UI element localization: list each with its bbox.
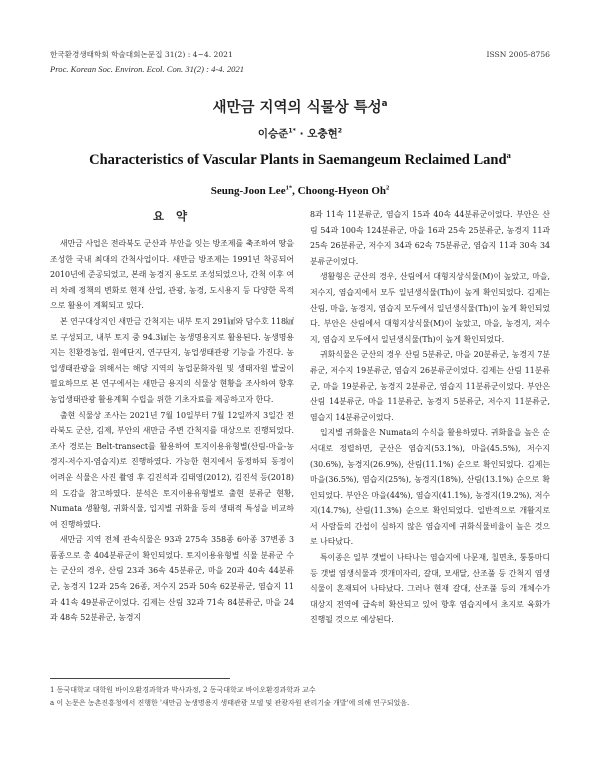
title-en-text: Characteristics of Vascular Plants in Saemangeum Reclaimed Land bbox=[89, 152, 507, 168]
paragraph: 입지별 귀화율은 Numata의 수식을 활용하였다. 귀화율을 높은 순서대로 정렬하면, 군산은 염습지(53.1%), 마을(45.5%), 저수지(30.6%), 농경지(26.9%), 산림(11.1%) 순으로 확인되었다. 김제는 마을(36.5%), 염습지(25%), 농경지(18%), 산림(13.1%) 순으로 확인되었다. 부안은 마을(44%), 염습지(41.1%), 농경지(19.2%), 저수지(14.7%), 산림(11.3%) 순으로 확인되었다. 일반적으로 개활지로서 사람들의 간섭이 심하지 않은 염습지에 귀화식물비율이 높은 것으로 나타났다. bbox=[310, 428, 550, 547]
body-column-right bbox=[310, 207, 550, 628]
author-separator-en: , bbox=[292, 185, 298, 197]
abstract-heading: 요 약 bbox=[152, 209, 192, 223]
author2-kr-mark: 2 bbox=[337, 127, 343, 135]
title-kr-footnote-mark: a bbox=[381, 99, 388, 110]
author1-en: Seung-Joon Lee bbox=[210, 185, 286, 197]
paper-title-kr bbox=[0, 96, 600, 117]
title-en-footnote-mark: a bbox=[506, 150, 511, 161]
author1-kr: 이승준 bbox=[257, 128, 289, 140]
issn: ISSN 2005-8756 bbox=[486, 50, 550, 59]
author1-kr-mark: 1* bbox=[288, 127, 296, 135]
paper-title-en bbox=[0, 152, 600, 169]
author2-en: Choong-Hyeon Oh bbox=[297, 185, 386, 197]
author2-kr: 오충현 bbox=[307, 128, 338, 140]
author-separator-kr: · bbox=[295, 128, 308, 140]
authors-en bbox=[0, 185, 600, 197]
paragraph: 생활형은 군산의 경우, 산림에서 대형지상식물(M)이 높았고, 마을, 저수지, 염습지에서 모두 일년생식물(Th)이 높게 확인되었다. 김제는 산림, 마을, 농경지, 염습지 모두에서 일년생식물(Th)이 높게 확인되었다. 부안은 산림에서 대형지상식물(M)이 높았고, 마을, 농경지, 저수지, 염습지 모두에서 일년생식물(Th)이 높게 확인되었다. bbox=[310, 272, 550, 344]
author1-en-mark: 1* bbox=[285, 184, 293, 192]
paragraph: 출현 식물상 조사는 2021년 7월 10일부터 7월 12일까지 3일간 전라북도 군산, 김제, 부안의 새만금 주변 간척지를 대상으로 진행되었다. 조사 경로는 Belt-transect를 활용하여 토지이용유형별(산림-마을-농경지-저수지-염습지)로 진행하였다. 가능한 현지에서 동정하되 동정이 어려운 식물은 사진 촬영 후 김진석과 김태영(2012), 김진석 등(2018)의 도감을 참고하였다. 분석은 토지이용유형별로 출현 분류군 현황, Numata 생활형, 귀화식물, 입지별 귀화율 등의 생태적 특성을 비교하여 진행하였다. bbox=[50, 410, 294, 529]
author2-en-mark: 2 bbox=[386, 184, 390, 192]
paragraph: 새만금 지역 전체 관속식물은 93과 275속 358종 6아종 37변종 3품종으로 총 404분류군이 확인되었다. 토지이용유형별 식물 분류군 수는 군산의 경우, 산림 23과 36속 45분류군, 마을 20과 40속 44분류군, 농경지 12과 25속 26종, 저수지 25과 50속 62분류군, 염습지 11과 41속 49분류군이었다. 김제는 산림 32과 71속 84분류군, 마을 24과 48속 52분류군, 농경지 bbox=[50, 535, 294, 623]
journal-citation-kr: 한국환경생태학회 학술대회논문집 31(2) : 4~4. 2021 bbox=[50, 50, 233, 59]
footnotes bbox=[50, 684, 550, 710]
journal-citation-en: Proc. Korean Soc. Environ. Ecol. Con. 31(2) : 4-4. 2021 bbox=[50, 64, 245, 74]
paragraph: 귀화식물은 군산의 경우 산림 5분류군, 마을 20분류군, 농경지 7분류군, 저수지 19분류군, 염습지 26분류군이었다. 김제는 산림 11분류군, 마을 19분류군, 농경지 2분류군, 염습지 11분류군이었다. 부안은 산림 14분류군, 마을 11분류군, 농경지 5분류군, 저수지 11분류군, 염습지 14분류군이었다. bbox=[310, 350, 550, 422]
paragraph-continued: 8과 11속 11분류군, 염습지 15과 40속 44분류군이었다. 부안은 산림 54과 100속 124분류군, 마을 16과 25속 25분류군, 농경지 11과 25속 26분류군, 저수지 34과 62속 75분류군, 염습지 11과 30속 34분류군이었다. bbox=[310, 210, 550, 266]
paragraph: 새만금 사업은 전라북도 군산과 부안을 잇는 방조제를 축조하여 땅을 조성한 국내 최대의 간척사업이다. 새만금 방조제는 1991년 착공되어 2010년에 준공되었고, 본래 농경지 용도로 조성되었으나, 간척 이후 여러 차례 정책의 변화로 현재 산업, 관광, 농경, 도시용지 등 다양한 목적으로 활용이 계획되고 있다. bbox=[50, 239, 294, 311]
paragraph: 특이종은 일부 갯벌이 나타나는 염습지에 나문재, 칠면초, 퉁퉁마디 등 갯벌 염생식물과 갯개미자리, 갈대, 모새달, 산조풀 등 간척지 염생식물이 혼재되어 나타났다. 그러나 현재 갈대, 산조풀 등의 개체수가 대상지 전역에 급속히 확산되고 있어 향후 염습지에서 초지로 육화가 진행될 것으로 예상된다. bbox=[310, 553, 550, 625]
running-header bbox=[50, 47, 550, 77]
footnote-divider bbox=[50, 678, 230, 679]
paragraph: 본 연구대상지인 새만금 간척지는 내부 토지 291㎢와 담수호 118㎢로 구성되고, 내부 토지 중 94.3㎢는 농생명용지로 활용된다. 농생명용지는 친환경농업, 원예단지, 연구단지, 농업생태관광 기능을 가진다. 농업생태관광을 위해서는 해당 지역의 농업문화자원 및 생태자원 발굴이 필요하므로 본 연구에서는 새만금 용지의 식물상 현황을 조사하여 향후 농업생태관광 활용계획 수립을 위한 기초자료를 제공하고자 한다. bbox=[50, 316, 294, 404]
body-column-left bbox=[50, 208, 294, 626]
authors-kr bbox=[0, 126, 600, 141]
footnote-affiliations: 1 동국대학교 대학원 바이오환경과학과 박사과정, 2 동국대학교 바이오환경과학과 교수 bbox=[50, 686, 316, 694]
title-kr-text: 새만금 지역의 식물상 특성 bbox=[212, 100, 382, 116]
footnote-funding: a 이 논문은 농촌진흥청에서 진행한 '새만금 농생명용지 생태관광 모델 및 관광자원 관리기술 개발'에 의해 연구되었음. bbox=[50, 699, 410, 707]
